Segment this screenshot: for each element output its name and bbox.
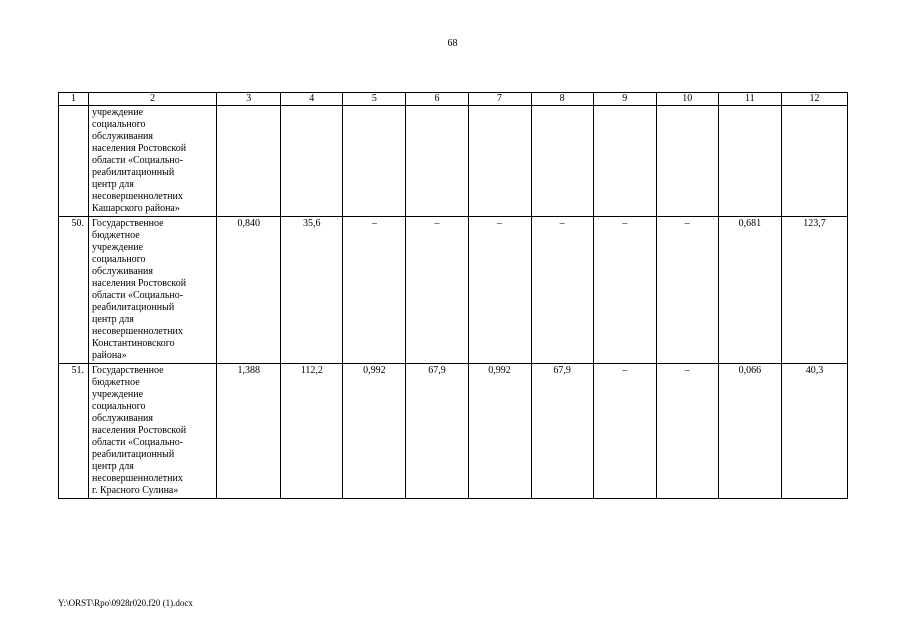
table-cell: – bbox=[593, 364, 656, 499]
table-cell: – bbox=[468, 217, 531, 364]
column-header: 8 bbox=[531, 93, 593, 106]
table-cell: – bbox=[343, 217, 406, 364]
row-number bbox=[59, 106, 89, 217]
table-cell bbox=[468, 106, 531, 217]
footer-file-path: Y:\ORST\Rpo\0928r020.f20 (1).docx bbox=[58, 598, 193, 608]
column-header: 3 bbox=[217, 93, 281, 106]
table-cell: 0,840 bbox=[217, 217, 281, 364]
institution-name: Государственное бюджетное учреждение социального обслуживания населения Ростовской области «Социально- реабилитационный центр для несовершеннолетних г. Красного Сулина» bbox=[89, 364, 217, 499]
table-cell bbox=[593, 106, 656, 217]
column-header: 9 bbox=[593, 93, 656, 106]
table-cell: 0,992 bbox=[343, 364, 406, 499]
table-cell: – bbox=[531, 217, 593, 364]
table-cell: – bbox=[593, 217, 656, 364]
column-header: 11 bbox=[718, 93, 781, 106]
table-cell: 112,2 bbox=[281, 364, 343, 499]
page-number: 68 bbox=[447, 38, 458, 49]
row-number: 50. bbox=[59, 217, 89, 364]
column-header: 7 bbox=[468, 93, 531, 106]
table-row bbox=[59, 364, 848, 499]
table-cell: – bbox=[656, 364, 718, 499]
table-cell: – bbox=[406, 217, 468, 364]
institution-name: учреждение социального обслуживания населения Ростовской области «Социально- реабилитационный центр для несовершеннолетних Кашарского района» bbox=[89, 106, 217, 217]
table-cell: 67,9 bbox=[531, 364, 593, 499]
row-number: 51. bbox=[59, 364, 89, 499]
column-header: 10 bbox=[656, 93, 718, 106]
institution-name: Государственное бюджетное учреждение социального обслуживания населения Ростовской области «Социально- реабилитационный центр для несовершеннолетних Константиновского района» bbox=[89, 217, 217, 364]
table-cell: 40,3 bbox=[781, 364, 847, 499]
column-header: 12 bbox=[781, 93, 847, 106]
table-cell bbox=[281, 106, 343, 217]
table-cell: 123,7 bbox=[781, 217, 847, 364]
table-cell: 1,388 bbox=[217, 364, 281, 499]
header-row bbox=[59, 93, 848, 106]
table-cell: 67,9 bbox=[406, 364, 468, 499]
table-cell bbox=[531, 106, 593, 217]
table-cell: 0,681 bbox=[718, 217, 781, 364]
table-cell bbox=[781, 106, 847, 217]
table-row bbox=[59, 106, 848, 217]
column-header: 4 bbox=[281, 93, 343, 106]
column-header: 6 bbox=[406, 93, 468, 106]
column-header: 2 bbox=[89, 93, 217, 106]
table-cell: 0,992 bbox=[468, 364, 531, 499]
table-cell: 35,6 bbox=[281, 217, 343, 364]
column-header: 1 bbox=[59, 93, 89, 106]
table-cell bbox=[718, 106, 781, 217]
column-header: 5 bbox=[343, 93, 406, 106]
data-table bbox=[58, 92, 848, 499]
table-row bbox=[59, 217, 848, 364]
table-cell bbox=[406, 106, 468, 217]
table-cell bbox=[656, 106, 718, 217]
table-cell bbox=[343, 106, 406, 217]
table-cell: – bbox=[656, 217, 718, 364]
table-cell: 0,066 bbox=[718, 364, 781, 499]
table-cell bbox=[217, 106, 281, 217]
